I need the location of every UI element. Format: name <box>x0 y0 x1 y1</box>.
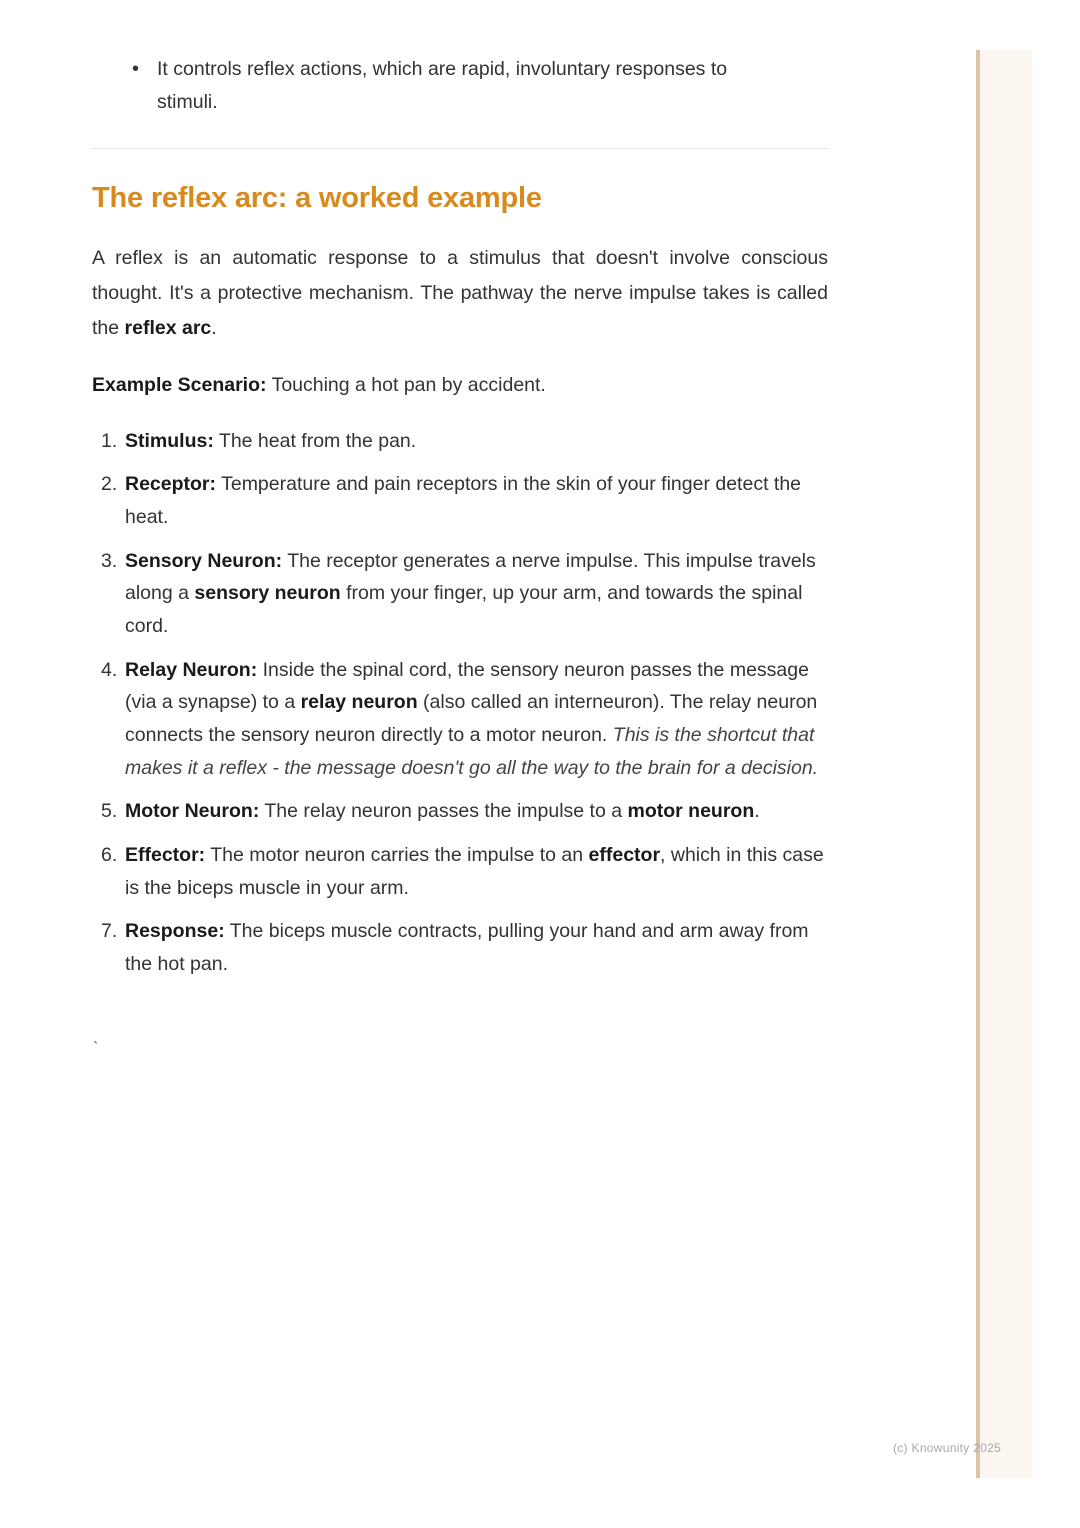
step-note: This is the shortcut that makes it a reflex - the message doesn't go all the way to the brain for a decision. <box>125 724 819 779</box>
step-stimulus <box>92 425 828 458</box>
intro-end: . <box>211 317 217 339</box>
step-text: Inside the spinal cord, the sensory neuron passes the message (via a synapse) to a <box>125 658 809 714</box>
scenario-text: Touching a hot pan by accident. <box>266 374 546 396</box>
intro-text: A reflex is an automatic response to a stimulus that doesn't involve conscious thought. It's a protective mechanism. The pathway the nerve impulse takes is called the <box>92 247 828 339</box>
step-text: The relay neuron passes the impulse to a <box>259 800 628 823</box>
side-panel <box>976 50 1032 1478</box>
step-number: 6. <box>101 843 118 866</box>
step-text: from your finger, up your arm, and towards the spinal cord. <box>125 582 803 638</box>
step-number: 2. <box>101 473 118 496</box>
section-divider <box>92 148 828 149</box>
step-term: motor neuron <box>627 800 755 823</box>
step-number: 3. <box>101 549 118 572</box>
step-response <box>92 915 828 981</box>
step-term: sensory neuron <box>194 582 341 605</box>
stray-mark: ` <box>93 1040 99 1057</box>
step-term: relay neuron <box>300 691 418 714</box>
step-text: The biceps muscle contracts, pulling your hand and arm away from the hot pan. <box>125 919 809 975</box>
scenario-label: Example Scenario: <box>92 374 267 396</box>
step-label: Effector: <box>125 843 206 866</box>
bullet-marker: • <box>132 58 140 80</box>
step-number: 7. <box>101 919 118 942</box>
step-sensory-neuron <box>92 545 828 643</box>
step-label: Response: <box>125 919 225 942</box>
step-text: The motor neuron carries the impulse to an <box>205 843 589 866</box>
bullet-item <box>132 53 792 119</box>
intro-paragraph <box>92 241 828 346</box>
step-text: The heat from the pan. <box>213 430 417 452</box>
step-relay-neuron <box>92 654 828 785</box>
example-scenario <box>92 369 546 402</box>
step-number: 5. <box>101 800 118 823</box>
step-text: Temperature and pain receptors in the skin of your finger detect the heat. <box>125 473 802 529</box>
step-receptor <box>92 468 828 534</box>
step-label: Motor Neuron: <box>125 800 260 823</box>
step-number: 4. <box>101 658 118 681</box>
step-motor-neuron <box>92 795 828 828</box>
step-label: Sensory Neuron: <box>125 549 283 572</box>
step-term: effector <box>588 843 661 866</box>
step-number: 1. <box>101 430 118 452</box>
intro-term: reflex arc <box>124 317 212 339</box>
step-text: (also called an interneuron). The relay neuron connects the sensory neuron directly to a motor neuron. <box>125 691 818 747</box>
step-label: Relay Neuron: <box>125 658 258 681</box>
step-label: Receptor: <box>125 473 217 496</box>
step-text: . <box>754 800 760 823</box>
step-text: The receptor generates a nerve impulse. This impulse travels along a <box>125 549 816 605</box>
step-text: , which in this case is the biceps muscle in your arm. <box>125 843 824 899</box>
copyright-text: (c) Knowunity 2025 <box>893 1441 1002 1455</box>
bullet-text: It controls reflex actions, which are rapid, involuntary responses to stimuli. <box>157 58 728 113</box>
step-label: Stimulus: <box>125 430 214 452</box>
reflex-steps-list <box>92 425 828 991</box>
section-heading: The reflex arc: a worked example <box>92 182 542 214</box>
step-effector <box>92 839 828 905</box>
